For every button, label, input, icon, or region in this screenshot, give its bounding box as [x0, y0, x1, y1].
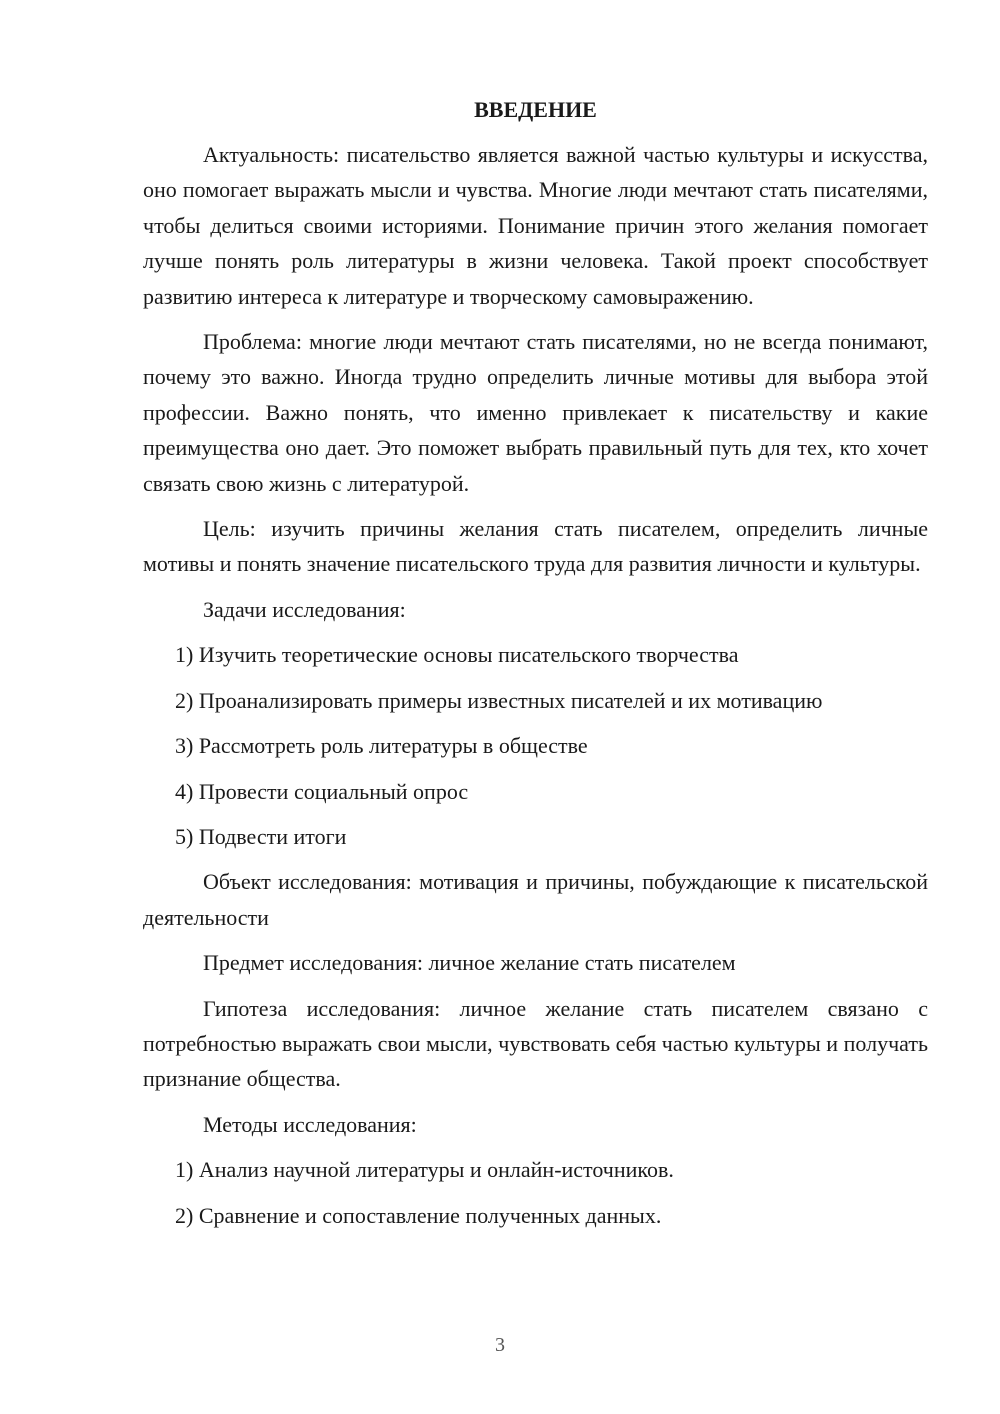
list-item: 3) Рассмотреть роль литературы в обществе — [175, 733, 588, 759]
methods-heading: Методы исследования: — [203, 1111, 417, 1137]
problem-paragraph: Проблема: многие люди мечтают стать писателями, но не всегда понимают, почему это важно. Иногда трудно определить личные мотивы для выбора этой профессии. Важно понять, что именно привлекает к писательству и какие преимущества оно дает. Это поможет выбрать правильный путь для тех, кто хочет связать свою жизнь с литературой. — [143, 329, 928, 496]
tasks-heading: Задачи исследования: — [203, 596, 406, 622]
subject-paragraph: Предмет исследования: личное желание стать писателем — [203, 950, 736, 976]
list-item: 1) Анализ научной литературы и онлайн-источников. — [175, 1157, 674, 1183]
list-item: 4) Провести социальный опрос — [175, 778, 469, 804]
list-item: 2) Сравнение и сопоставление полученных данных. — [175, 1202, 662, 1228]
object-paragraph: Объект исследования: мотивация и причины, побуждающие к писательской деятельности — [143, 869, 928, 930]
hypothesis-paragraph: Гипотеза исследования: личное желание стать писателем связано с потребностью выражать свои мысли, чувствовать себя частью культуры и получать признание общества. — [143, 995, 928, 1092]
relevance-paragraph: Актуальность: писательство является важной частью культуры и искусства, оно помогает выражать мысли и чувства. Многие люди мечтают стать писателями, чтобы делиться своими историями. Понимание причин этого желания помогает лучше понять роль литературы в жизни человека. Такой проект способствует развитию интереса к литературе и творческому самовыражению. — [143, 142, 928, 309]
list-item: 1) Изучить теоретические основы писательского творчества — [175, 642, 739, 668]
tasks-list — [143, 637, 928, 854]
goal-paragraph: Цель: изучить причины желания стать писателем, определить личные мотивы и понять значение писательского труда для развития личности и культуры. — [143, 516, 928, 577]
document-page — [143, 95, 928, 1243]
section-title: ВВЕДЕНИЕ — [474, 97, 597, 122]
list-item: 2) Проанализировать примеры известных писателей и их мотивацию — [175, 687, 823, 713]
methods-list — [143, 1152, 928, 1233]
page-number: 3 — [495, 1334, 505, 1356]
list-item: 5) Подвести итоги — [175, 823, 347, 849]
